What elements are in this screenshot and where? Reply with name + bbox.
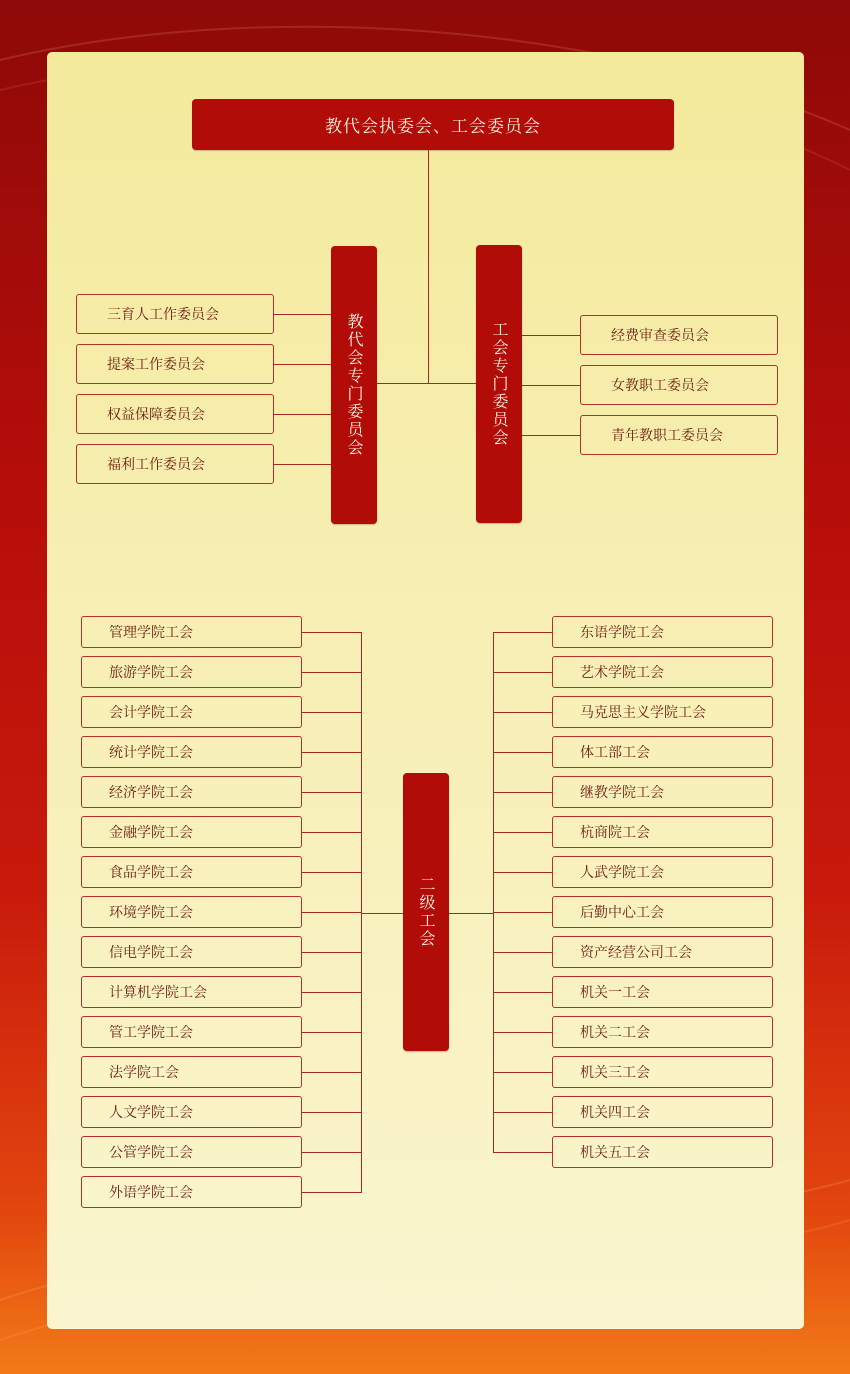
left-union-item xyxy=(81,976,302,1008)
right-union-item xyxy=(552,1056,773,1088)
connector xyxy=(302,792,362,793)
left-committee-label: 权益保障委员会 xyxy=(107,407,205,423)
right-union-item xyxy=(552,1096,773,1128)
left-union-item xyxy=(81,1136,302,1168)
left-union-label: 人文学院工会 xyxy=(109,1105,193,1121)
connector xyxy=(493,992,552,993)
connector xyxy=(274,464,331,465)
left-committee-label: 提案工作委员会 xyxy=(107,357,205,373)
connector xyxy=(493,792,552,793)
right-union-label: 机关一工会 xyxy=(580,985,650,1001)
teacher-congress-committee-box xyxy=(331,246,377,524)
right-union-item xyxy=(552,776,773,808)
right-union-item xyxy=(552,856,773,888)
left-committee-label: 福利工作委员会 xyxy=(107,457,205,473)
right-union-label: 体工部工会 xyxy=(580,745,650,761)
connector xyxy=(493,1112,552,1113)
connector xyxy=(493,952,552,953)
left-committee-item xyxy=(76,294,274,334)
connector xyxy=(493,632,552,633)
left-committee-item xyxy=(76,444,274,484)
connector-top-trunk xyxy=(428,150,429,383)
right-union-item xyxy=(552,1136,773,1168)
left-union-label: 管工学院工会 xyxy=(109,1025,193,1041)
secondary-unions-label: 二级工会 xyxy=(417,876,436,948)
right-union-label: 资产经营公司工会 xyxy=(580,945,692,961)
left-union-label: 环境学院工会 xyxy=(109,905,193,921)
left-union-item xyxy=(81,1176,302,1208)
right-union-item xyxy=(552,656,773,688)
connector xyxy=(302,952,362,953)
left-union-item xyxy=(81,776,302,808)
connector xyxy=(302,632,362,633)
connector xyxy=(493,672,552,673)
connector xyxy=(493,1152,552,1153)
right-committee-item xyxy=(580,365,778,405)
left-union-label: 信电学院工会 xyxy=(109,945,193,961)
connector xyxy=(522,335,580,336)
teacher-congress-committee-label: 教代会专门委员会 xyxy=(345,313,364,457)
connector xyxy=(302,912,362,913)
left-committee-item xyxy=(76,344,274,384)
left-union-item xyxy=(81,1056,302,1088)
connector xyxy=(493,832,552,833)
secondary-unions-box xyxy=(403,773,449,1051)
connector xyxy=(302,1152,362,1153)
top-committee-box xyxy=(192,99,674,150)
connector xyxy=(493,712,552,713)
left-union-label: 旅游学院工会 xyxy=(109,665,193,681)
top-committee-label: 教代会执委会、工会委员会 xyxy=(325,117,541,137)
right-committee-label: 经费审查委员会 xyxy=(611,328,709,344)
right-union-label: 杭商院工会 xyxy=(580,825,650,841)
right-committee-label: 女教职工委员会 xyxy=(611,378,709,394)
left-committee-item xyxy=(76,394,274,434)
connector-committee-bar xyxy=(376,383,476,384)
left-union-item xyxy=(81,816,302,848)
connector xyxy=(302,1192,362,1193)
left-union-label: 公管学院工会 xyxy=(109,1145,193,1161)
left-union-item xyxy=(81,936,302,968)
right-union-item xyxy=(552,976,773,1008)
connector xyxy=(522,385,580,386)
left-committee-label: 三育人工作委员会 xyxy=(107,307,219,323)
union-committee-box xyxy=(476,245,522,523)
right-union-label: 人武学院工会 xyxy=(580,865,664,881)
right-union-label: 艺术学院工会 xyxy=(580,665,664,681)
connector xyxy=(274,364,331,365)
connector xyxy=(302,992,362,993)
left-union-label: 会计学院工会 xyxy=(109,705,193,721)
connector xyxy=(493,912,552,913)
connector-right-hub xyxy=(449,913,493,914)
right-union-label: 机关五工会 xyxy=(580,1145,650,1161)
connector-right-trunk xyxy=(493,632,494,1153)
connector xyxy=(493,872,552,873)
connector xyxy=(274,414,331,415)
connector xyxy=(274,314,331,315)
connector xyxy=(302,1032,362,1033)
left-union-item xyxy=(81,856,302,888)
left-union-label: 管理学院工会 xyxy=(109,625,193,641)
right-union-item xyxy=(552,736,773,768)
right-union-label: 马克思主义学院工会 xyxy=(580,705,706,721)
left-union-item xyxy=(81,736,302,768)
connector xyxy=(302,1072,362,1073)
left-union-item xyxy=(81,696,302,728)
connector xyxy=(302,672,362,673)
left-union-item xyxy=(81,1096,302,1128)
connector-left-hub xyxy=(361,913,403,914)
right-union-label: 继教学院工会 xyxy=(580,785,664,801)
right-union-item xyxy=(552,936,773,968)
left-union-item xyxy=(81,1016,302,1048)
connector xyxy=(493,1032,552,1033)
right-union-item xyxy=(552,896,773,928)
connector xyxy=(302,832,362,833)
right-committee-label: 青年教职工委员会 xyxy=(611,428,723,444)
left-union-label: 金融学院工会 xyxy=(109,825,193,841)
left-union-item xyxy=(81,656,302,688)
right-committee-item xyxy=(580,315,778,355)
right-union-label: 机关二工会 xyxy=(580,1025,650,1041)
left-union-label: 经济学院工会 xyxy=(109,785,193,801)
left-union-item xyxy=(81,896,302,928)
connector xyxy=(493,1072,552,1073)
left-union-label: 统计学院工会 xyxy=(109,745,193,761)
right-union-item xyxy=(552,696,773,728)
left-union-label: 法学院工会 xyxy=(109,1065,179,1081)
left-union-label: 计算机学院工会 xyxy=(109,985,207,1001)
right-union-item xyxy=(552,1016,773,1048)
right-union-label: 机关四工会 xyxy=(580,1105,650,1121)
connector xyxy=(302,752,362,753)
left-union-label: 食品学院工会 xyxy=(109,865,193,881)
connector xyxy=(302,872,362,873)
right-union-label: 后勤中心工会 xyxy=(580,905,664,921)
connector xyxy=(302,712,362,713)
right-committee-item xyxy=(580,415,778,455)
union-committee-label: 工会专门委员会 xyxy=(490,321,509,447)
left-union-label: 外语学院工会 xyxy=(109,1185,193,1201)
connector xyxy=(493,752,552,753)
right-union-item xyxy=(552,816,773,848)
right-union-label: 东语学院工会 xyxy=(580,625,664,641)
right-union-label: 机关三工会 xyxy=(580,1065,650,1081)
connector xyxy=(302,1112,362,1113)
connector xyxy=(522,435,580,436)
right-union-item xyxy=(552,616,773,648)
left-union-item xyxy=(81,616,302,648)
